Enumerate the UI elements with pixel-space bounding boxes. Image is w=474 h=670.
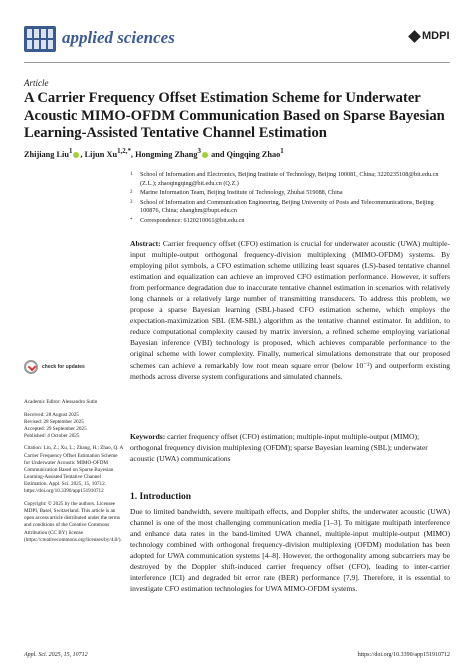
- copyright: Copyright: © 2025 by the authors. Licensee MDPI, Basel, Switzerland. This article is an open access article distributed under the terms and conditions of the Creative Commons Attribution (CC BY) license (https://creativecommons.org/licenses/by/4.0/).: [24, 501, 122, 543]
- orcid-icon[interactable]: [202, 152, 208, 158]
- keywords: [130, 431, 450, 464]
- accepted-date: Accepted: 29 September 2025: [24, 426, 87, 433]
- check-updates-label: check for updates: [42, 364, 85, 370]
- author-affil-sup: 3: [197, 148, 201, 155]
- published-date: Published: 4 October 2025: [24, 433, 80, 440]
- affiliation: [130, 189, 455, 198]
- footer-citation: Appl. Sci. 2025, 15, 10712: [24, 652, 88, 658]
- academic-editor: Academic Editor: Alessandro Sutin: [24, 399, 98, 405]
- article-type: Article: [24, 78, 49, 88]
- author-list: Zhijiang Liu$^1$ , Lijun $Xu^{1,2,*}$, Hongming Zhang$^3$ and Qingqing Zhao$^1$: [24, 148, 284, 159]
- check-updates-icon: [24, 360, 38, 374]
- author-name[interactable]: Hongming Zhang: [135, 149, 198, 159]
- header-divider: [24, 62, 450, 63]
- affiliation-text: School of Information and Communication Engineering, Beijing University of Posts and Telecommunications, Beijing 100876, China; zhanghm@bupt.edu.cn: [140, 198, 434, 215]
- keywords-heading: Keywords:: [130, 432, 166, 441]
- footer-doi-link[interactable]: https://doi.org/10.3390/app151910712: [357, 652, 450, 658]
- introduction-text: Due to limited bandwidth, severe multipath effects, and Doppler shifts, the underwater acoustic (UWA) channel is one of the most challenging communication media [1–3]. To mitigate multipath interference and enhance data rates in the band-limited UWA channel, multiple-input multiple-output (MIMO) technology combined with orthogonal frequency-division multiplexing (OFDM) modulation has been adopted for UWA communication systems [4–8]. However, the orthogonality among subcarriers may be destroyed by the Doppler shift-induced carrier frequency offset (CFO), leading to inter-carrier interference (ICI) and degraded bit error rate (BER) performance [7,9]. Therefore, it is essential to investigate CFO estimation technologies for UWA MIMO-OFDM systems.: [130, 507, 450, 593]
- author-name[interactable]: Zhijiang Liu: [24, 149, 69, 159]
- article-info-sidebar: [24, 399, 124, 550]
- publisher-name: MDPI: [422, 30, 450, 42]
- affiliation-mark: 1: [130, 172, 133, 177]
- mdpi-logo-icon: [408, 30, 421, 43]
- keywords-text: carrier frequency offset (CFO) estimation; multiple-input multiple-output (MIMO); orthogonal frequency division multiplexing (OFDM); sparse Bayesian learning (SBL); underwater acoustic (UWA) communications: [130, 432, 428, 464]
- affiliation-mark: 3: [130, 199, 133, 205]
- affiliation: [130, 171, 455, 188]
- affiliation-text: School of Information and Electronics, Beijing Institute of Technology, Beijing 100081, China; 3220235108@bit.edu.cn (Z.L.); zhaoqingqing@bit.edu.cn (Q.Z.): [140, 171, 439, 187]
- abstract: [130, 238, 450, 382]
- author-affil-sup: 1,2,*: [117, 148, 131, 155]
- paper-title: A Carrier Frequency Offset Estimation Scheme for Underwater Acoustic MIMO-OFDM Communication Based on Sparse Bayesian Learning-Assisted Tentative Channel Estimation: [24, 90, 445, 141]
- author-affil-sup: 1: [68, 148, 73, 155]
- affiliations: [130, 171, 455, 227]
- affiliation-text: Marine Information Team, Beijing Institute of Technology, Zhuhai 519088, China: [140, 189, 343, 197]
- section-heading-introduction: 1. Introduction: [130, 492, 192, 502]
- check-for-updates-button[interactable]: [24, 360, 85, 374]
- revised-date: Revised: 28 September 2025: [24, 419, 84, 426]
- received-date: Received: 28 August 2025: [24, 412, 79, 419]
- author-name[interactable]: Lijun Xu: [84, 149, 118, 159]
- abstract-text: Carrier frequency offset (CFO) estimation is crucial for underwater acoustic (UWA) multiple-input multiple-output orthogonal frequency-division multiplexing (MIMO-OFDM) systems. By employing pilot symbols, a CFO estimation scheme utilizing least squares (LS)-based tentative channel estimation and equalization can achieve an improved CFO estimation performance. However, it suffers from performance degradation due to inaccurate tentative channel estimation in scenarios with relatively long channels or a relatively large number of transmitting transducers. To address this problem, we propose a sparse Bayesian learning (SBL)-based CFO estimation scheme, which employs the expectation-maximization SBL (EM-SBL) algorithm as the tentative channel estimator. In addition, to reduce computational complexity caused by matrix inversion, a refined scheme employing variational Bayesian inference (VBI) technology is proposed, which achieves comparable performance to the original scheme with lower complexity. Finally, numerical simulations demonstrate that our proposed schemes can achieve a remarkably low root mean square error (below 10⁻²) and outperform existing methods across diverse system configurations and simulated channels.: [130, 239, 450, 381]
- affiliation-text: Correspondence: 6120210061@bit.edu.cn: [140, 216, 245, 224]
- abstract-heading: Abstract:: [130, 239, 161, 248]
- affiliation-mark: 2: [130, 190, 133, 196]
- affiliation: [130, 217, 455, 226]
- journal-logo-icon: [24, 26, 56, 52]
- page-footer: [24, 652, 450, 658]
- affiliation: [130, 199, 455, 216]
- publisher-logo: [410, 30, 450, 42]
- author-affil-sup: 1: [280, 148, 284, 155]
- citation[interactable]: Citation: Liu, Z.; Xu, L.; Zhang, H.; Zhao, Q. A Carrier Frequency Offset Estimation Scheme for Underwater Acoustic MIMO-OFDM Communication Based on Sparse Bayesian Learning-Assisted Tentative Channel Estimation. Appl. Sci. 2025, 15, 10712. https://doi.org/10.3390/app151910712: [24, 445, 123, 495]
- journal-name: applied sciences: [62, 28, 175, 47]
- affiliation-mark: *: [130, 217, 133, 223]
- orcid-icon[interactable]: [73, 152, 79, 158]
- author-name[interactable]: Qingqing Zhao: [226, 149, 281, 159]
